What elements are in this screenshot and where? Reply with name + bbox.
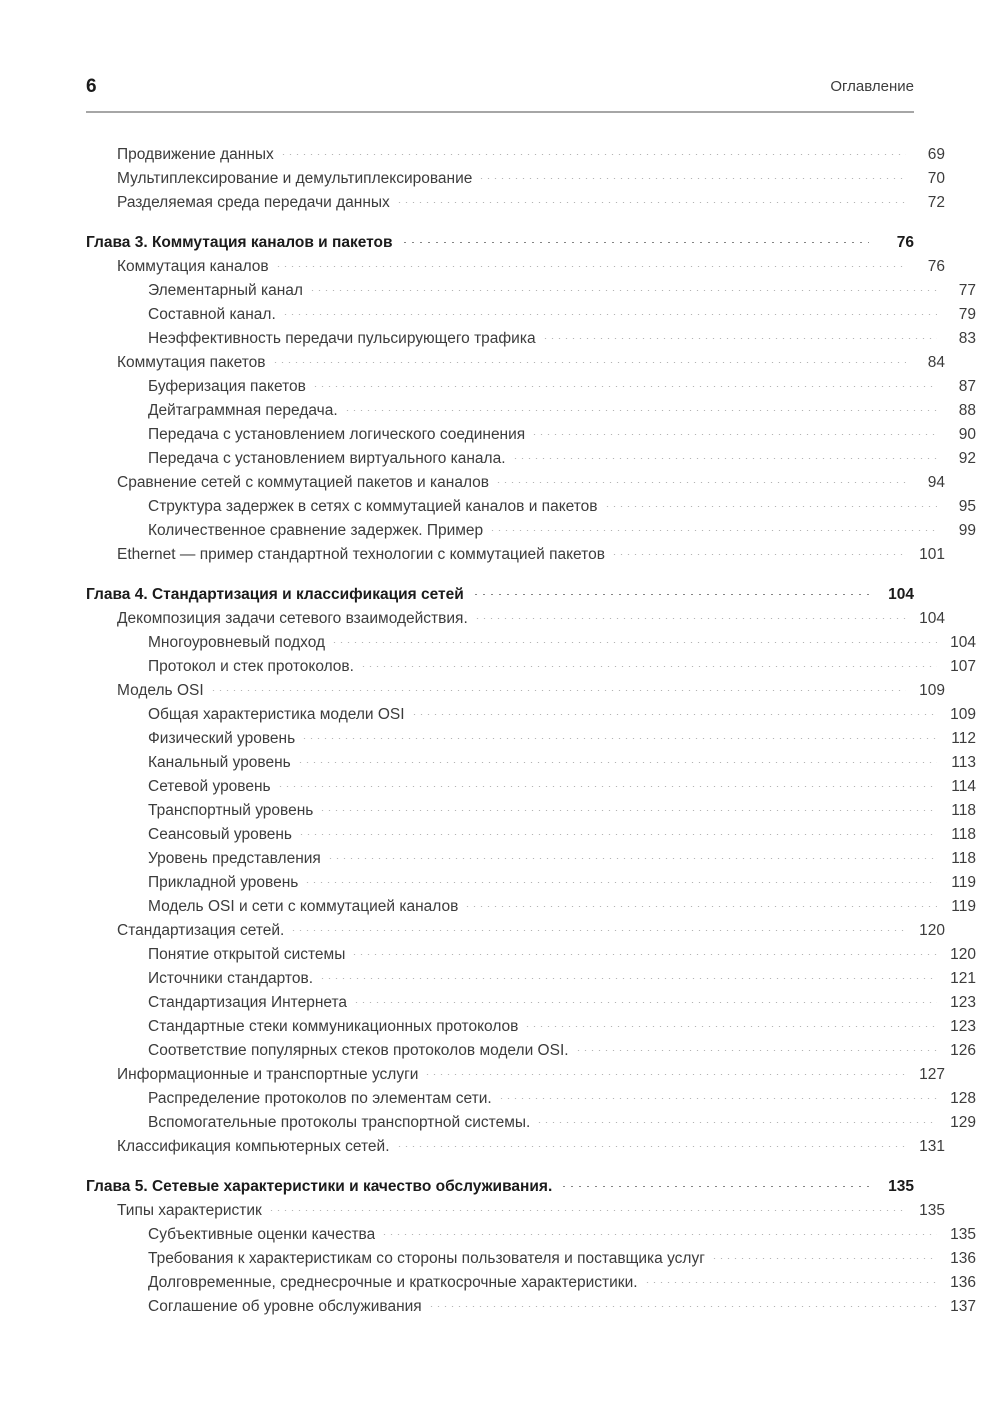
toc-entry[interactable] <box>148 1295 976 1319</box>
dot-leader <box>498 1098 937 1099</box>
toc-chapter-entry[interactable] <box>86 231 914 255</box>
toc-entry-page-number: 114 <box>951 778 976 795</box>
toc-entry[interactable] <box>148 495 976 519</box>
toc-entry-page-number: 87 <box>958 378 976 395</box>
toc-entry-page-number: 131 <box>919 1138 945 1155</box>
toc-entry[interactable] <box>148 775 976 799</box>
toc-entry[interactable] <box>148 1015 976 1039</box>
toc-entry[interactable] <box>148 375 976 399</box>
toc-entry-title: Распределение протоколов по элементам сети. <box>148 1090 492 1107</box>
toc-entry-title: Сравнение сетей с коммутацией пакетов и каналов <box>117 474 490 491</box>
toc-entry-title: Сеансовый уровень <box>148 826 293 843</box>
toc-entry-title: Составной канал. <box>148 306 276 323</box>
toc-entry[interactable] <box>148 1087 976 1111</box>
toc-entry[interactable] <box>148 655 976 679</box>
toc-entry-page-number: 118 <box>951 802 976 819</box>
dot-leader <box>282 314 937 315</box>
toc-entry-page-number: 83 <box>958 330 976 347</box>
toc-entry-title: Типы характеристик <box>117 1202 262 1219</box>
toc-entry-page-number: 129 <box>950 1114 976 1131</box>
toc-entry[interactable] <box>148 1111 976 1135</box>
toc-entry-title: Долговременные, среднесрочные и краткосрочные характеристики. <box>148 1274 638 1291</box>
dot-leader <box>474 618 906 619</box>
dot-leader <box>478 178 906 179</box>
toc-entry-page-number: 77 <box>958 282 976 299</box>
dot-leader <box>542 338 937 339</box>
toc-entry[interactable] <box>148 799 976 823</box>
toc-entry-page-number: 135 <box>919 1202 945 1219</box>
dot-leader <box>428 1306 937 1307</box>
dot-leader <box>604 506 937 507</box>
dot-leader <box>381 1234 937 1235</box>
toc-entry[interactable] <box>117 1135 945 1159</box>
toc-entry-page-number: 123 <box>950 994 976 1011</box>
toc-entry-title: Классификация компьютерных сетей. <box>117 1138 390 1155</box>
toc-entry-page-number: 109 <box>919 682 945 699</box>
toc-entry-title: Протокол и стек протоколов. <box>148 658 354 675</box>
toc-entry[interactable] <box>117 351 945 375</box>
toc-entry[interactable] <box>117 543 945 567</box>
dot-leader <box>210 690 906 691</box>
toc-entry-page-number: 128 <box>950 1090 976 1107</box>
dot-leader <box>331 642 937 643</box>
toc-entry-title: Понятие открытой системы <box>148 946 346 963</box>
toc-entry-page-number: 121 <box>950 970 976 987</box>
toc-entry[interactable] <box>117 191 945 215</box>
dot-leader <box>472 594 869 595</box>
toc-entry-title: Коммутация пакетов <box>117 354 266 371</box>
toc-entry-page-number: 84 <box>927 354 945 371</box>
toc-entry[interactable] <box>148 1247 976 1271</box>
toc-entry-page-number: 70 <box>927 170 945 187</box>
toc-entry-title: Стандартизация сетей. <box>117 922 285 939</box>
toc-chapter-entry[interactable] <box>86 583 914 607</box>
toc-entry-title: Источники стандартов. <box>148 970 314 987</box>
toc-entry[interactable] <box>148 967 976 991</box>
toc-entry-page-number: 94 <box>927 474 945 491</box>
dot-leader <box>275 266 906 267</box>
toc-entry-page-number: 123 <box>950 1018 976 1035</box>
toc-entry-page-number: 76 <box>927 258 945 275</box>
toc-entry-page-number: 126 <box>950 1042 976 1059</box>
toc-entry-page-number: 79 <box>958 306 976 323</box>
toc-entry-title: Передача с установлением виртуального канала. <box>148 450 506 467</box>
dot-leader <box>560 1186 869 1187</box>
toc-entry-title: Многоуровневый подход <box>148 634 326 651</box>
table-of-contents <box>86 143 976 1319</box>
toc-entry-page-number: 119 <box>951 898 976 915</box>
toc-entry-page-number: 135 <box>950 1226 976 1243</box>
toc-entry-title: Прикладной уровень <box>148 874 299 891</box>
dot-leader <box>360 666 937 667</box>
dot-leader <box>353 1002 937 1003</box>
dot-leader <box>396 1146 906 1147</box>
toc-entry-title: Разделяемая среда передачи данных <box>117 194 390 211</box>
toc-entry-title: Физический уровень <box>148 730 296 747</box>
toc-entry-title: Стандартные стеки коммуникационных протоколов <box>148 1018 519 1035</box>
toc-entry[interactable] <box>117 1063 945 1087</box>
toc-entry-title: Вспомогательные протоколы транспортной системы. <box>148 1114 531 1131</box>
toc-entry[interactable] <box>148 871 976 895</box>
toc-entry-title: Общая характеристика модели OSI <box>148 706 405 723</box>
toc-entry[interactable] <box>148 631 976 655</box>
running-head-title: Оглавление <box>830 78 914 95</box>
dot-leader <box>396 202 906 203</box>
dot-leader <box>424 1074 906 1075</box>
toc-entry-page-number: 69 <box>927 146 945 163</box>
toc-entry-page-number: 107 <box>950 658 976 675</box>
toc-entry-title: Модель OSI <box>117 682 204 699</box>
toc-entry-page-number: 92 <box>958 450 976 467</box>
toc-entry-title: Неэффективность передачи пульсирующего трафика <box>148 330 536 347</box>
toc-entry-page-number: 99 <box>958 522 976 539</box>
toc-entry[interactable] <box>117 255 945 279</box>
dot-leader <box>319 978 937 979</box>
toc-entry-title: Коммутация каналов <box>117 258 269 275</box>
toc-entry[interactable] <box>148 519 976 543</box>
toc-entry-title: Буферизация пакетов <box>148 378 306 395</box>
toc-entry-title: Сетевой уровень <box>148 778 271 795</box>
toc-entry-title: Требования к характеристикам со стороны пользователя и поставщика услуг <box>148 1250 705 1267</box>
toc-entry[interactable] <box>148 727 976 751</box>
header-divider <box>86 111 914 113</box>
toc-entry[interactable] <box>117 919 945 943</box>
toc-entry-page-number: 112 <box>951 730 976 747</box>
section-spacer <box>86 215 914 231</box>
toc-entry[interactable] <box>148 847 976 871</box>
toc-entry-title: Структура задержек в сетях с коммутацией каналов и пакетов <box>148 498 598 515</box>
dot-leader <box>512 458 937 459</box>
toc-entry-page-number: 104 <box>888 586 914 603</box>
toc-entry-page-number: 104 <box>919 610 945 627</box>
toc-entry[interactable] <box>117 607 945 631</box>
toc-entry[interactable] <box>117 167 945 191</box>
toc-entry[interactable] <box>148 399 976 423</box>
toc-entry-page-number: 119 <box>951 874 976 891</box>
dot-leader <box>298 834 937 835</box>
dot-leader <box>351 954 937 955</box>
toc-entry-page-number: 113 <box>951 754 976 771</box>
toc-entry-title: Транспортный уровень <box>148 802 314 819</box>
dot-leader <box>464 906 937 907</box>
dot-leader <box>301 738 937 739</box>
toc-entry-title: Количественное сравнение задержек. Пример <box>148 522 484 539</box>
toc-entry-page-number: 135 <box>888 1178 914 1195</box>
toc-entry[interactable] <box>148 751 976 775</box>
dot-leader <box>277 786 937 787</box>
dot-leader <box>401 242 869 243</box>
toc-entry-title: Глава 5. Сетевые характеристики и качество обслуживания. <box>86 1178 553 1195</box>
page-header <box>86 76 914 112</box>
toc-entry-title: Мультиплексирование и демультиплексирование <box>117 170 473 187</box>
toc-entry-page-number: 101 <box>919 546 945 563</box>
toc-entry-page-number: 118 <box>951 850 976 867</box>
dot-leader <box>489 530 937 531</box>
toc-entry-title: Модель OSI и сети с коммутацией каналов <box>148 898 459 915</box>
toc-entry-page-number: 137 <box>950 1298 976 1315</box>
dot-leader <box>611 554 906 555</box>
dot-leader <box>524 1026 937 1027</box>
toc-entry-title: Уровень представления <box>148 850 321 867</box>
toc-entry-title: Соглашение об уровне обслуживания <box>148 1298 422 1315</box>
dot-leader <box>411 714 937 715</box>
toc-entry[interactable] <box>117 471 945 495</box>
toc-entry-page-number: 127 <box>919 1066 945 1083</box>
toc-entry[interactable] <box>148 423 976 447</box>
toc-entry-page-number: 109 <box>950 706 976 723</box>
dot-leader <box>290 930 906 931</box>
dot-leader <box>575 1050 937 1051</box>
toc-entry-page-number: 136 <box>950 1250 976 1267</box>
toc-entry[interactable] <box>117 1199 945 1223</box>
toc-entry-page-number: 76 <box>896 234 914 251</box>
toc-entry-page-number: 104 <box>950 634 976 651</box>
toc-entry[interactable] <box>148 1271 976 1295</box>
dot-leader <box>319 810 937 811</box>
section-spacer <box>86 567 914 583</box>
dot-leader <box>304 882 937 883</box>
toc-entry-page-number: 95 <box>958 498 976 515</box>
dot-leader <box>272 362 906 363</box>
toc-entry-title: Канальный уровень <box>148 754 291 771</box>
dot-leader <box>297 762 937 763</box>
toc-entry[interactable] <box>148 895 976 919</box>
dot-leader <box>344 410 937 411</box>
toc-entry-page-number: 72 <box>927 194 945 211</box>
dot-leader <box>495 482 906 483</box>
toc-entry-title: Дейтаграммная передача. <box>148 402 338 419</box>
toc-entry[interactable] <box>148 447 976 471</box>
toc-entry-title: Соответствие популярных стеков протоколов модели OSI. <box>148 1042 569 1059</box>
toc-entry-title: Продвижение данных <box>117 146 274 163</box>
toc-entry-title: Ethernet — пример стандартной технологии с коммутацией пакетов <box>117 546 605 563</box>
toc-entry[interactable] <box>148 1039 976 1063</box>
dot-leader <box>309 290 937 291</box>
dot-leader <box>327 858 937 859</box>
toc-entry[interactable] <box>148 279 976 303</box>
toc-chapter-entry[interactable] <box>86 1175 914 1199</box>
toc-entry-page-number: 120 <box>950 946 976 963</box>
toc-entry[interactable] <box>117 143 945 167</box>
toc-entry-title: Стандартизация Интернета <box>148 994 348 1011</box>
toc-entry[interactable] <box>148 327 976 351</box>
dot-leader <box>531 434 937 435</box>
toc-entry-title: Информационные и транспортные услуги <box>117 1066 419 1083</box>
dot-leader <box>644 1282 937 1283</box>
toc-entry-title: Элементарный канал <box>148 282 303 299</box>
toc-entry-page-number: 136 <box>950 1274 976 1291</box>
dot-leader <box>268 1210 906 1211</box>
toc-entry-page-number: 90 <box>958 426 976 443</box>
toc-entry-title: Передача с установлением логического соединения <box>148 426 526 443</box>
toc-entry[interactable] <box>148 303 976 327</box>
dot-leader <box>280 154 906 155</box>
toc-entry-title: Глава 4. Стандартизация и классификация сетей <box>86 586 464 603</box>
toc-entry[interactable] <box>148 703 976 727</box>
toc-entry[interactable] <box>117 679 945 703</box>
toc-entry[interactable] <box>148 823 976 847</box>
toc-entry[interactable] <box>148 991 976 1015</box>
toc-entry-title: Декомпозиция задачи сетевого взаимодействия. <box>117 610 468 627</box>
section-spacer <box>86 1159 914 1175</box>
toc-entry-page-number: 88 <box>958 402 976 419</box>
toc-entry-page-number: 118 <box>951 826 976 843</box>
toc-entry[interactable] <box>148 1223 976 1247</box>
toc-entry-title: Субъективные оценки качества <box>148 1226 376 1243</box>
dot-leader <box>312 386 937 387</box>
dot-leader <box>711 1258 937 1259</box>
dot-leader <box>536 1122 937 1123</box>
page-number: 6 <box>86 76 97 97</box>
toc-entry-page-number: 120 <box>919 922 945 939</box>
toc-entry-title: Глава 3. Коммутация каналов и пакетов <box>86 234 393 251</box>
toc-entry[interactable] <box>148 943 976 967</box>
